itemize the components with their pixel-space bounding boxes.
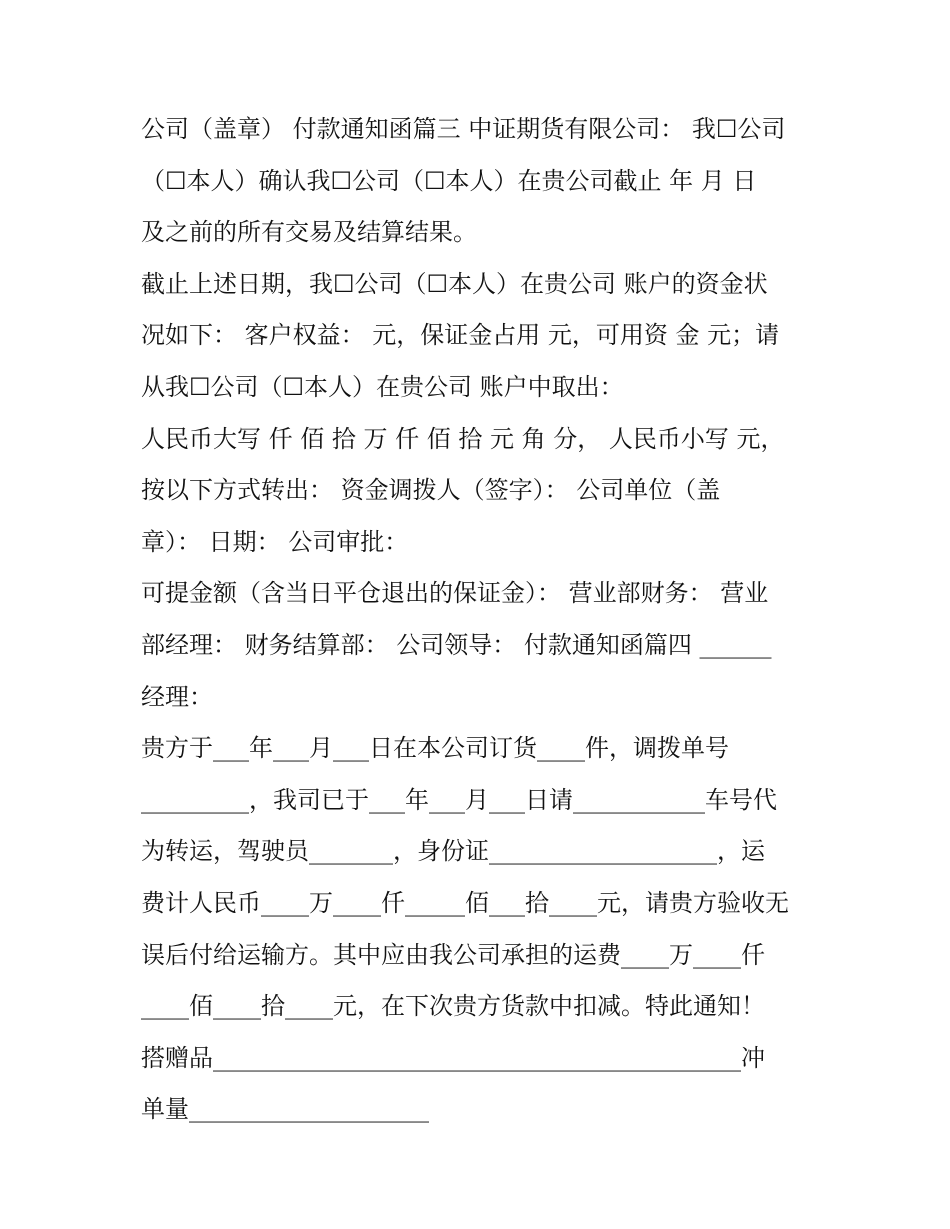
text-line: 按以下方式转出： 资金调拨人（签字）： 公司单位（盖 [141,476,721,505]
text-line: 误后付给运输方。其中应由我公司承担的运费____万____仟 [141,940,765,969]
text-line: _________，我司已于___年___月___日请___________车号代 [141,785,777,814]
text-line: ____佰____拾____元，在下次贵方货款中扣减。特此通知！ [141,992,765,1021]
text-line: （☐本人）确认我☐公司（☐本人）在贵公司截止 年 月 日 [141,166,757,195]
text-line: 为转运，驾驶员_______，身份证___________________，运 [141,837,765,866]
text-line: 截止上述日期，我☐公司（☐本人）在贵公司 账户的资金状 [141,269,768,298]
text-line: 及之前的所有交易及结算结果。 [141,218,477,247]
text-line: 经理： [141,682,213,711]
text-line: 可提金额（含当日平仓退出的保证金）： 营业部财务： 营业 [141,579,769,608]
text-line: 章）： 日期： 公司审批： [141,527,409,556]
text-line: 贵方于___年___月___日在本公司订货____件，调拨单号 [141,734,729,763]
text-line: 单量____________________ [141,1095,429,1124]
document-body [141,104,821,1136]
text-line: 搭赠品____________________________________________冲 [141,1043,765,1072]
text-line: 部经理： 财务结算部： 公司领导： 付款通知函篇四 ______ [141,630,772,659]
text-line: 公司（盖章） 付款通知函篇三 中证期货有限公司： 我☐公司 [141,115,786,143]
text-line: 从我☐公司（☐本人）在贵公司 账户中取出： [141,372,624,401]
text-line: 况如下： 客户权益： 元，保证金占用 元，可用资 金 元；请 [141,321,780,350]
text-line: 费计人民币____万____仟_____佰___拾____元，请贵方验收无 [141,888,789,917]
text-line: 人民币大写 仟 佰 拾 万 仟 佰 拾 元 角 分， 人民币小写 元， [141,424,785,453]
